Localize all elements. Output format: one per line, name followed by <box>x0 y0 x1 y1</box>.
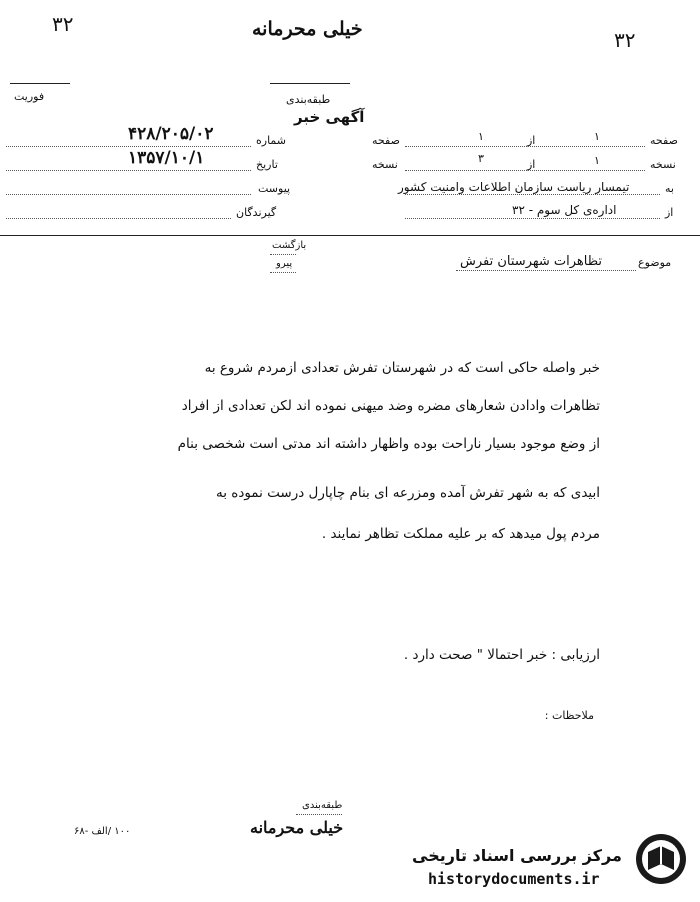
row1-dots-left <box>6 146 251 147</box>
row1-right-label: صفحه <box>650 134 678 147</box>
row4-sender: اداره‌ی کل سوم - ۳۲ <box>512 203 617 217</box>
row3-dots-left <box>6 194 251 195</box>
body-line-5: مردم پول میدهد که بر علیه مملکت تظاهر نمایند . <box>321 526 600 542</box>
row1-right-sep: از <box>527 134 536 147</box>
row1-left-value: شماره <box>256 134 287 147</box>
row2-left-label: نسخه <box>372 158 398 171</box>
row2-dots-left <box>6 170 251 171</box>
row2-right-a: ۱ <box>594 154 600 167</box>
classification-label: طبقه‌بندی <box>286 93 331 106</box>
return-dots2 <box>270 272 296 273</box>
subject-label: موضوع <box>638 256 672 269</box>
body-line-3: از وضع موجود بسیار ناراحت بوده واظهار داشته اند مدتی است شخصی بنام <box>177 436 600 452</box>
subject-value: تظاهرات شهرستان تفرش <box>460 254 603 269</box>
watermark-title: مرکز بررسی اسناد تاریخی <box>412 846 622 865</box>
return-value: پیرو <box>276 258 293 269</box>
header-rule-left <box>10 83 70 84</box>
row1-left-label: صفحه <box>372 134 400 147</box>
row2-right-label: نسخه <box>650 158 676 171</box>
classification-top: خیلی محرمانه <box>252 18 363 40</box>
row4-right-label: از <box>665 206 674 219</box>
row3-right-label: به <box>665 182 674 195</box>
priority-label: فوریت <box>14 90 45 103</box>
row2-left-value: تاریخ <box>256 158 278 171</box>
return-dots <box>270 254 296 255</box>
return-label: بازگشت <box>272 240 307 251</box>
row2-right-b: ۳ <box>478 152 484 165</box>
row2-dots-right <box>405 170 645 171</box>
row4-dots-right <box>405 218 660 219</box>
header-rule-mid <box>270 83 350 84</box>
row4-dots-left <box>6 218 231 219</box>
body-line-2: تظاهرات وادادن شعارهای مضره وضد میهنی نموده اند لکن تعدادی از افراد <box>181 398 600 414</box>
watermark-url: historydocuments.ir <box>428 870 600 888</box>
footer-classification-label: طبقه‌بندی <box>302 800 343 811</box>
footer-dots <box>296 814 342 815</box>
body-line-1: خبر واصله حاکی است که در شهرستان تفرش تعدادی ازمردم شروع به <box>204 360 600 376</box>
subject-dots <box>456 270 636 271</box>
row3-left-value: پیوست <box>258 182 291 195</box>
row1-right-b: ۱ <box>478 130 484 143</box>
remarks-label: ملاحظات : <box>544 709 594 722</box>
row3-dots-right <box>405 194 660 195</box>
row2-handwritten-date: ۱۳۵۷/۱۰/۱ <box>128 148 205 168</box>
row3-recipient: تیمسار ریاست سازمان اطلاعات وامنیت کشور <box>398 180 630 194</box>
row1-handwritten-number: ۴۲۸/۲۰۵/۰۲ <box>128 124 214 144</box>
form-code: ۱۰۰ /الف -۶۸ <box>74 826 131 837</box>
row1-right-a: ۱ <box>594 130 600 143</box>
meta-separator <box>0 235 700 236</box>
body-line-4: ابیدی که به شهر تفرش آمده ومزرعه ای بنام چاپارل درست نموده به <box>215 485 600 501</box>
row1-dots-right <box>405 146 645 147</box>
watermark-logo-icon <box>634 832 688 886</box>
assessment: ارزیابی : خبر احتمالا " صحت دارد . <box>403 647 600 663</box>
footer-classification: خیلی محرمانه <box>250 818 344 837</box>
page-mark-left: ۳۲ <box>52 12 74 36</box>
doc-type: آگهی خبر <box>294 108 365 126</box>
page-mark-right: ۳۲ <box>614 28 636 52</box>
row2-right-sep: از <box>527 158 536 171</box>
row4-left-value: گیرندگان <box>236 206 277 219</box>
